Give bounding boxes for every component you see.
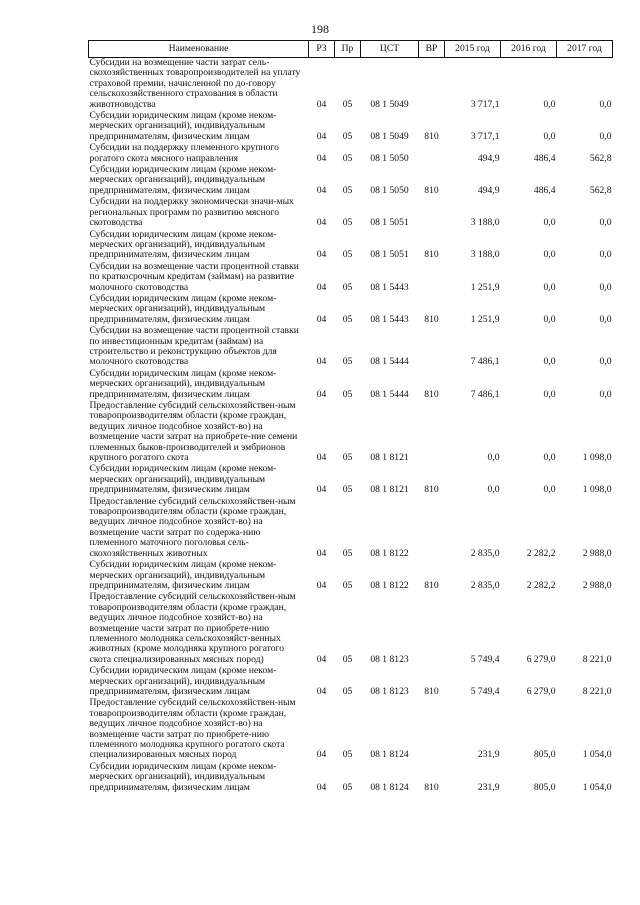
row-rz: 04 (316, 547, 327, 559)
row-pr: 05 (342, 547, 353, 559)
row-vr (419, 143, 445, 165)
row-name: Субсидии юридическим лицам (кроме неком-мерческих организаций), индивидуальным предпринимателям, физическим лицам (89, 292, 277, 325)
row-cst: 08 1 5050 (370, 152, 409, 164)
row-amount-2015: 5 749,4 (470, 653, 500, 665)
row-amount-2015: 0,0 (487, 484, 500, 496)
table-row (89, 401, 613, 464)
row-amount-2016: 2 282,2 (526, 547, 556, 559)
table-row (89, 464, 613, 496)
row-amount-2015: 7 486,1 (470, 356, 500, 368)
row-rz: 04 (316, 184, 327, 196)
row-amount-2016: 0,0 (543, 98, 556, 110)
table-row (89, 58, 613, 112)
row-amount-2017: 2 988,0 (582, 579, 612, 591)
row-pr: 05 (342, 579, 353, 591)
row-name: Субсидии на возмещение части затрат сель-скохозяйственных товаропроизводителей на уплату страховой премии, начисленной по до-говору сельскохозяйственного страхования в области животноводства (89, 57, 301, 110)
table-row (89, 111, 613, 143)
row-name: Предоставление субсидий сельскохозяйствен-ным товаропроизводителям области (кроме граждан, ведущих личное подсобное хозяйст-во) на возмещение части затрат по приобрете-нию племенного молодняка сельскохозяйст-венных животных (кроме молодняка крупного рогатого скота специализированных мясных пород) (89, 591, 296, 665)
row-cst: 08 1 8123 (370, 685, 409, 697)
row-cst: 08 1 5050 (370, 184, 409, 196)
row-name: Субсидии юридическим лицам (кроме неком-мерческих организаций), индивидуальным предпринимателям, физическим лицам (89, 665, 277, 697)
row-pr: 05 (342, 313, 353, 325)
row-name: Субсидии юридическим лицам (кроме неком-мерческих организаций), индивидуальным предпринимателям, физическим лицам (89, 110, 277, 142)
row-vr: 810 (424, 184, 439, 196)
row-amount-2016: 0,0 (543, 217, 556, 229)
row-rz: 04 (316, 249, 327, 261)
row-pr: 05 (342, 781, 353, 793)
row-rz: 04 (316, 484, 327, 496)
table-row (89, 592, 613, 666)
row-amount-2015: 3 188,0 (470, 249, 500, 261)
row-amount-2017: 562,8 (589, 184, 612, 196)
row-cst: 08 1 8121 (370, 452, 409, 464)
table-row (89, 262, 613, 294)
row-amount-2016: 0,0 (543, 313, 556, 325)
row-pr: 05 (342, 388, 353, 400)
row-name: Предоставление субсидий сельскохозяйствен-ным товаропроизводителям области (кроме граждан, ведущих личное подсобное хозяйст-во) на возмещение части затрат по содержа-нию племенного маточного поголовья сель-скохозяйственных животных (89, 495, 296, 559)
row-name: Субсидии юридическим лицам (кроме неком-мерческих организаций), индивидуальным предпринимателям, физическим лицам (89, 760, 277, 793)
row-name: Предоставление субсидий сельскохозяйствен-ным товаропроизводителям области (кроме граждан, ведущих личное подсобное хозяйст-во) на возмещение части затрат на приобрете-ние семени племенных быков-производителей и эмбрионов крупного рогатого скота (89, 400, 298, 464)
header-rz: РЗ (309, 41, 335, 58)
row-rz: 04 (316, 217, 327, 229)
budget-table (88, 40, 613, 794)
row-vr: 810 (424, 579, 439, 591)
table-row (89, 497, 613, 560)
row-amount-2015: 1 251,9 (470, 313, 500, 325)
row-amount-2017: 0,0 (599, 281, 612, 293)
row-cst: 08 1 5049 (370, 98, 409, 110)
row-amount-2016: 6 279,0 (526, 685, 556, 697)
row-amount-2015: 7 486,1 (470, 388, 500, 400)
row-pr: 05 (342, 484, 353, 496)
row-amount-2017: 1 054,0 (582, 749, 612, 761)
table-row (89, 762, 613, 794)
row-rz: 04 (316, 749, 327, 761)
header-2017: 2017 год (557, 41, 613, 58)
row-name: Субсидии юридическим лицам (кроме неком-мерческих организаций), индивидуальным предпринимателям, физическим лицам (89, 367, 277, 400)
table-row (89, 143, 613, 165)
row-amount-2016: 0,0 (543, 356, 556, 368)
row-rz: 04 (316, 130, 327, 142)
row-name: Субсидии на поддержку экономически значи-мых региональных программ по развитию мясного скотоводства (89, 196, 294, 229)
row-name: Субсидии на поддержку племенного крупного рогатого скота мясного направления (89, 142, 279, 164)
row-amount-2017: 0,0 (599, 130, 612, 142)
table-row (89, 197, 613, 229)
row-cst: 08 1 8122 (370, 579, 409, 591)
row-vr (419, 698, 445, 761)
table-header-row (89, 41, 613, 58)
row-name: Субсидии юридическим лицам (кроме неком-мерческих организаций), индивидуальным предпринимателям, физическим лицам (89, 164, 277, 196)
row-amount-2016: 0,0 (543, 484, 556, 496)
row-amount-2017: 0,0 (599, 217, 612, 229)
row-amount-2017: 0,0 (599, 388, 612, 400)
header-2015: 2015 год (445, 41, 501, 58)
row-amount-2015: 3 188,0 (470, 217, 500, 229)
row-name: Субсидии юридическим лицам (кроме неком-мерческих организаций), индивидуальным предпринимателям, физическим лицам (89, 463, 277, 496)
row-cst: 08 1 5051 (370, 249, 409, 261)
row-amount-2015: 0,0 (487, 452, 500, 464)
row-rz: 04 (316, 152, 327, 164)
row-amount-2015: 2 835,0 (470, 579, 500, 591)
row-pr: 05 (342, 98, 353, 110)
row-rz: 04 (316, 388, 327, 400)
row-amount-2016: 0,0 (543, 281, 556, 293)
row-vr: 810 (424, 484, 439, 496)
row-amount-2017: 8 221,0 (582, 653, 612, 665)
row-cst: 08 1 8124 (370, 749, 409, 761)
row-amount-2017: 8 221,0 (582, 685, 612, 697)
table-row (89, 294, 613, 326)
header-cst: ЦСТ (361, 41, 419, 58)
row-vr (419, 197, 445, 229)
row-cst: 08 1 8122 (370, 547, 409, 559)
row-pr: 05 (342, 653, 353, 665)
row-vr: 810 (424, 130, 439, 142)
row-amount-2015: 3 717,1 (470, 98, 500, 110)
row-cst: 08 1 5444 (370, 356, 409, 368)
row-amount-2015: 5 749,4 (470, 685, 500, 697)
row-vr: 810 (424, 685, 439, 697)
row-rz: 04 (316, 781, 327, 793)
row-amount-2015: 231,9 (477, 749, 500, 761)
row-rz: 04 (316, 313, 327, 325)
table-row (89, 560, 613, 592)
row-amount-2015: 494,9 (477, 152, 500, 164)
row-rz: 04 (316, 98, 327, 110)
row-name: Субсидии юридическим лицам (кроме неком-мерческих организаций), индивидуальным предпринимателям, физическим лицам (89, 228, 277, 261)
row-vr (419, 592, 445, 666)
row-cst: 08 1 8121 (370, 484, 409, 496)
row-amount-2015: 1 251,9 (470, 281, 500, 293)
row-rz: 04 (316, 452, 327, 464)
row-amount-2016: 2 282,2 (526, 579, 556, 591)
row-amount-2017: 1 098,0 (582, 452, 612, 464)
row-pr: 05 (342, 749, 353, 761)
row-cst: 08 1 5049 (370, 130, 409, 142)
row-rz: 04 (316, 356, 327, 368)
row-amount-2016: 0,0 (543, 452, 556, 464)
row-name: Субсидии юридическим лицам (кроме неком-мерческих организаций), индивидуальным предпринимателям, физическим лицам (89, 559, 277, 591)
row-vr: 810 (424, 781, 439, 793)
row-rz: 04 (316, 685, 327, 697)
row-amount-2016: 486,4 (533, 184, 556, 196)
row-rz: 04 (316, 579, 327, 591)
row-amount-2017: 0,0 (599, 356, 612, 368)
row-amount-2015: 494,9 (477, 184, 500, 196)
row-amount-2017: 2 988,0 (582, 547, 612, 559)
row-cst: 08 1 5444 (370, 388, 409, 400)
table-row (89, 165, 613, 197)
row-cst: 08 1 5443 (370, 281, 409, 293)
row-vr: 810 (424, 313, 439, 325)
row-rz: 04 (316, 281, 327, 293)
header-name: Наименование (89, 41, 309, 58)
row-amount-2017: 562,8 (589, 152, 612, 164)
row-cst: 08 1 5051 (370, 217, 409, 229)
row-pr: 05 (342, 152, 353, 164)
header-2016: 2016 год (501, 41, 557, 58)
table-row (89, 698, 613, 761)
row-name: Предоставление субсидий сельскохозяйствен-ным товаропроизводителям области (кроме граждан, ведущих личное подсобное хозяйст-во) на возмещение части затрат по приобрете-нию племенного молодняка крупного рогатого скота специализированных мясных пород (89, 697, 296, 761)
row-vr (419, 401, 445, 464)
row-amount-2016: 805,0 (533, 749, 556, 761)
table-row (89, 369, 613, 401)
row-amount-2017: 1 054,0 (582, 781, 612, 793)
row-cst: 08 1 8124 (370, 781, 409, 793)
row-amount-2016: 805,0 (533, 781, 556, 793)
row-vr (419, 58, 445, 112)
row-vr: 810 (424, 388, 439, 400)
row-pr: 05 (342, 452, 353, 464)
row-cst: 08 1 5443 (370, 313, 409, 325)
table-row (89, 326, 613, 369)
header-pr: Пр (335, 41, 361, 58)
row-amount-2017: 0,0 (599, 313, 612, 325)
row-rz: 04 (316, 653, 327, 665)
row-name: Субсидии на возмещение части процентной ставки по инвестиционным кредитам (займам) на строительство и реконструкцию объектов для молочного скотоводства (89, 325, 299, 368)
row-amount-2015: 3 717,1 (470, 130, 500, 142)
row-amount-2015: 2 835,0 (470, 547, 500, 559)
row-pr: 05 (342, 184, 353, 196)
row-amount-2015: 231,9 (477, 781, 500, 793)
row-vr (419, 497, 445, 560)
row-amount-2016: 0,0 (543, 249, 556, 261)
row-pr: 05 (342, 356, 353, 368)
row-amount-2016: 0,0 (543, 388, 556, 400)
row-amount-2016: 486,4 (533, 152, 556, 164)
row-amount-2016: 6 279,0 (526, 653, 556, 665)
table-row (89, 230, 613, 262)
row-amount-2017: 0,0 (599, 249, 612, 261)
row-vr (419, 326, 445, 369)
header-vr: ВР (419, 41, 445, 58)
row-name: Субсидии на возмещение части процентной ставки по краткосрочным кредитам (займам) на развитие молочного скотоводства (89, 260, 299, 293)
row-pr: 05 (342, 685, 353, 697)
row-amount-2017: 1 098,0 (582, 484, 612, 496)
row-amount-2016: 0,0 (543, 130, 556, 142)
row-amount-2017: 0,0 (599, 98, 612, 110)
row-pr: 05 (342, 217, 353, 229)
page-number: 198 (311, 22, 329, 36)
row-pr: 05 (342, 249, 353, 261)
row-cst: 08 1 8123 (370, 653, 409, 665)
row-vr (419, 262, 445, 294)
table-row (89, 666, 613, 698)
row-vr: 810 (424, 249, 439, 261)
row-pr: 05 (342, 130, 353, 142)
row-pr: 05 (342, 281, 353, 293)
